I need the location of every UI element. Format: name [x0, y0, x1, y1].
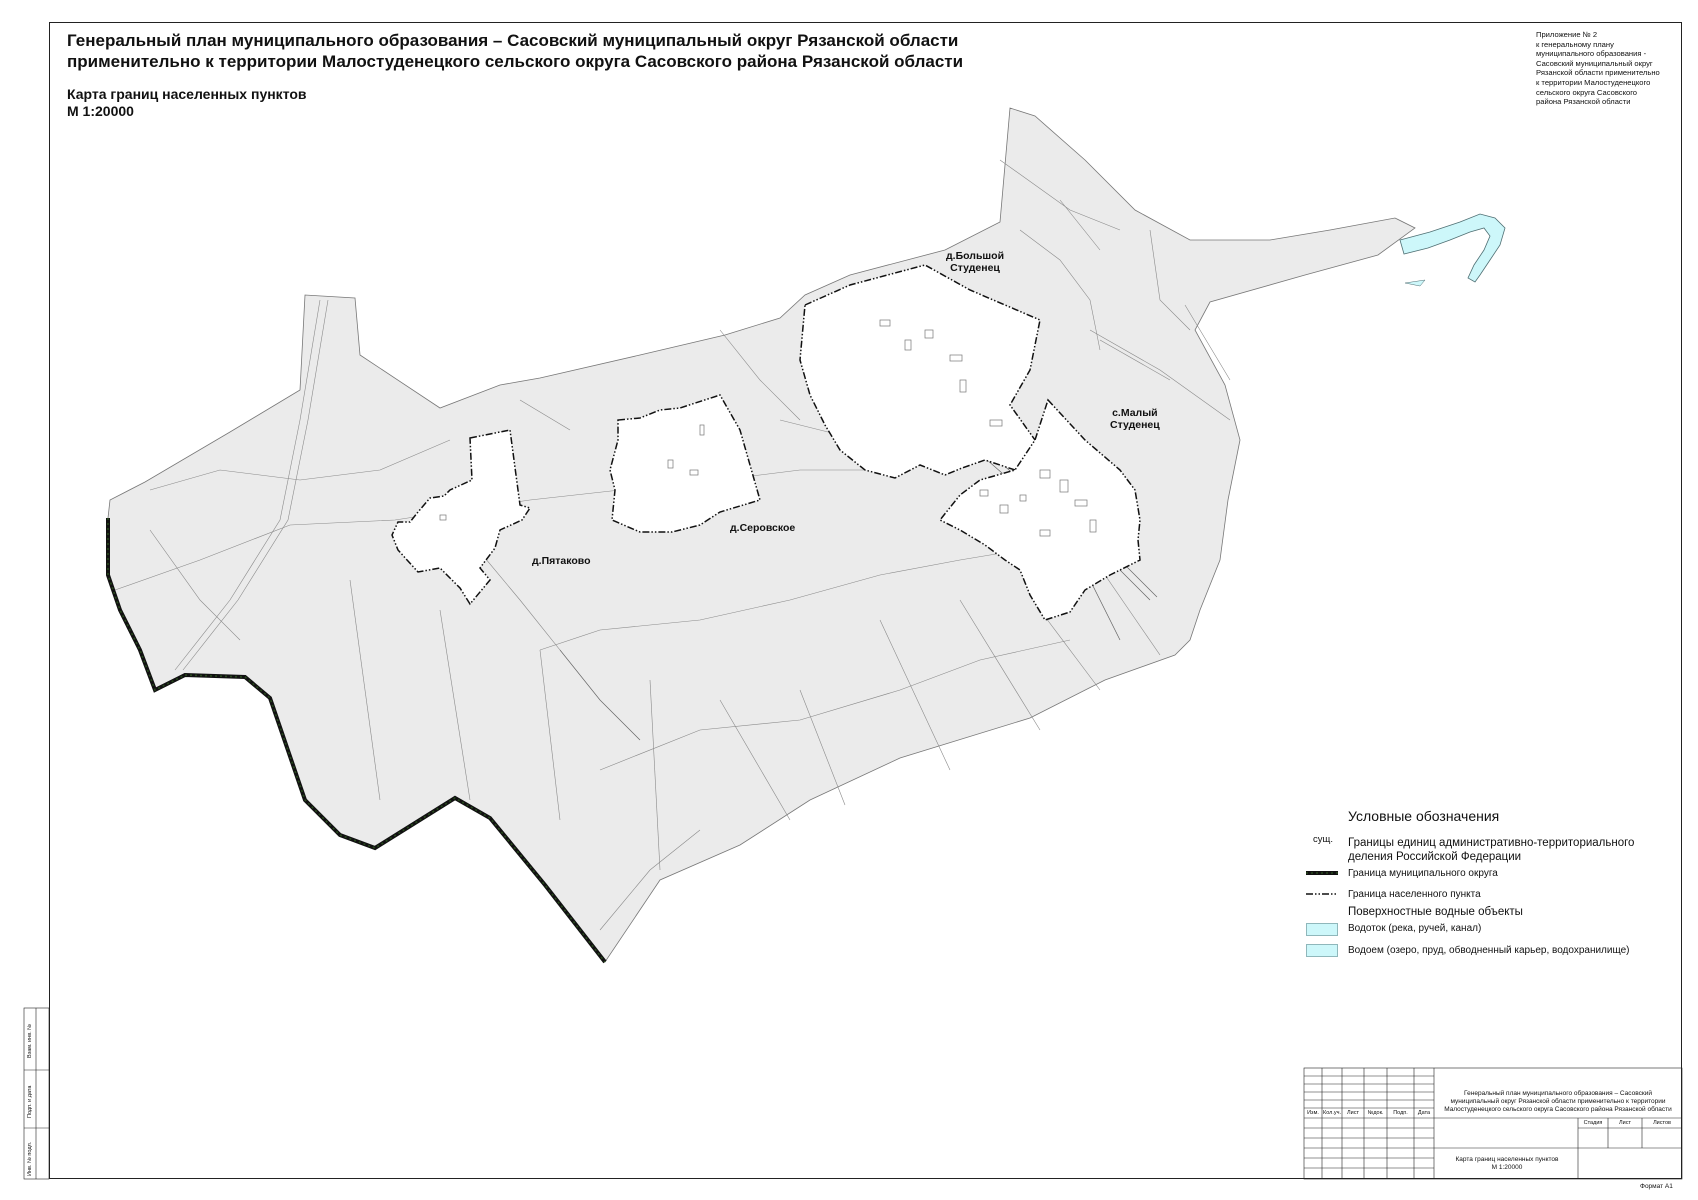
title-stamp [24, 1008, 1682, 1179]
stamp-sheet-title [1436, 1156, 1578, 1172]
stamp-doc-title-line: Малостуденецкого сельского округа Сасовского района Рязанской области [1444, 1106, 1672, 1113]
stamp-stage: Стадия [1583, 1120, 1603, 1126]
legend-group-line: Границы единиц административно-территориального [1348, 837, 1635, 849]
stamp-header: Лист [1347, 1110, 1359, 1116]
label-bolshoy-studenets [946, 250, 1004, 274]
stamp-sheet: Лист [1619, 1120, 1631, 1126]
district-territory [108, 108, 1415, 962]
label-line: Студенец [1110, 419, 1160, 431]
watercourse-swatch [1306, 923, 1338, 936]
subtitle-name: Карта границ населенных пунктов [67, 86, 307, 102]
stamp-sheet-title-line: Карта границ населенных пунктов [1455, 1156, 1559, 1163]
map-subtitle [67, 86, 307, 120]
label-line: Студенец [950, 262, 1000, 274]
side-vzam-inv: Взам. инв. № [27, 1023, 33, 1058]
stamp-header: Дата [1417, 1110, 1431, 1116]
stamp-header: Подп. [1393, 1110, 1408, 1116]
waterbody-swatch [1306, 944, 1338, 957]
stamp-format: Формат А1 [1640, 1183, 1673, 1190]
legend-waterbody: Водоем (озеро, пруд, обводненный карьер, водохранилище) [1348, 945, 1630, 956]
subtitle-scale: М 1:20000 [67, 103, 134, 119]
pond [1405, 280, 1425, 286]
stamp-sheets: Листов [1653, 1120, 1671, 1126]
annex-note [1536, 30, 1686, 107]
stamp-header: Изм. [1307, 1110, 1319, 1116]
legend-municipal-boundary: Граница муниципального округа [1348, 868, 1498, 879]
label-serovskoe: д.Серовское [730, 522, 796, 534]
annex-line: Приложение № 2 [1536, 30, 1598, 39]
annex-line: муниципального образования - [1536, 49, 1647, 59]
label-line: д.Большой [946, 250, 1005, 262]
stamp-doc-title-line: муниципальный округ Рязанской области применительно к территории [1450, 1098, 1666, 1105]
annex-line: к территории Малостуденецкого [1536, 77, 1651, 87]
legend-settlement-boundary: Граница населенного пункта [1348, 889, 1481, 900]
annex-line: Сасовский муниципальный округ [1536, 58, 1653, 68]
side-inv-podl: Инв. № подл. [27, 1141, 33, 1176]
legend-title: Условные обозначения [1348, 808, 1500, 824]
legend-watercourse: Водоток (река, ручей, канал) [1348, 923, 1482, 934]
label-pyatakovo: д.Пятаково [532, 555, 591, 567]
river [1400, 214, 1505, 282]
side-podp-data: Подп. и дата [27, 1085, 33, 1118]
stamp-doc-title [1436, 1090, 1680, 1114]
annex-line: к генеральному плану [1536, 39, 1614, 49]
legend-status: сущ. [1313, 834, 1333, 845]
legend-group-line: деления Российской Федерации [1348, 851, 1522, 863]
map-title [67, 30, 963, 72]
stamp-doc-title-line: Генеральный план муниципального образования – Сасовский [1464, 1090, 1652, 1097]
stamp-header: №док. [1367, 1110, 1384, 1116]
legend-symbols [1306, 873, 1338, 894]
annex-line: сельского округа Сасовского [1536, 87, 1638, 97]
title-line-2: применительно к территории Малостуденецкого сельского округа Сасовского района Рязанской области [67, 52, 964, 71]
label-line: с.Малый [1112, 407, 1158, 419]
annex-line: Рязанской области применительно [1536, 68, 1660, 78]
stamp-header: Кол.уч. [1322, 1110, 1342, 1116]
legend-group-admin [1348, 836, 1634, 864]
title-line-1: Генеральный план муниципального образования – Сасовский муниципальный округ Рязанской области [67, 31, 959, 50]
stamp-sheet-scale: М 1:20000 [1491, 1164, 1523, 1171]
label-maly-studenets [1110, 407, 1160, 431]
legend-group-water: Поверхностные водные объекты [1348, 906, 1523, 918]
annex-line: района Рязанской области [1536, 97, 1631, 107]
